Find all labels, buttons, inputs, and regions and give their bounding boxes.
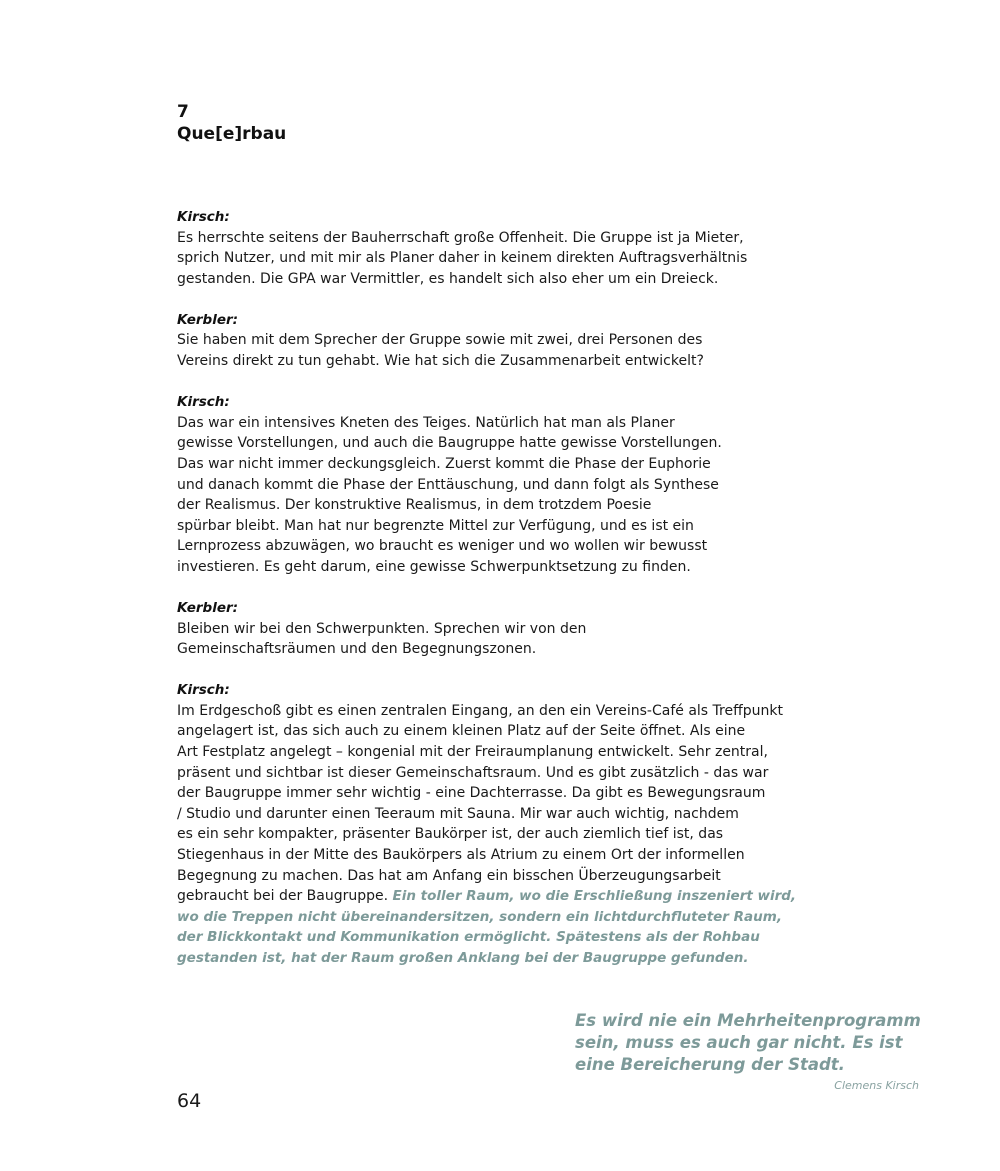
speaker-label: Kirsch: [177, 682, 230, 699]
chapter-heading [177, 101, 286, 145]
text-line: und danach kommt die Phase der Enttäuschung, und dann folgt als Synthese [177, 476, 719, 493]
speaker-label: Kerbler: [177, 311, 239, 328]
text-line: / Studio und darunter einen Teeraum mit Sauna. Mir war auch wichtig, nachdem [177, 805, 739, 822]
text-line: gewisse Vorstellungen, und auch die Baugruppe hatte gewisse Vorstellungen. [177, 435, 722, 452]
text-line: Das war ein intensives Kneten des Teiges. Natürlich hat man als Planer [177, 414, 675, 431]
text-line: angelagert ist, das sich auch zu einem kleinen Platz auf der Seite öffnet. Als eine [177, 723, 746, 740]
text-line: präsent und sichtbar ist dieser Gemeinschaftsraum. Und es gibt zusätzlich - das war [177, 764, 769, 781]
pull-quote-author: Clemens Kirsch [834, 1079, 919, 1092]
pull-quote-line: eine Bereicherung der Stadt. [575, 1055, 845, 1074]
text-line: es ein sehr kompakter, präsenter Baukörper ist, der auch ziemlich tief ist, das [177, 826, 724, 843]
speaker-label: Kirsch: [177, 209, 230, 225]
text-segment: gebraucht bei der Baugruppe. [177, 888, 389, 905]
pull-quote-line: Es wird nie ein Mehrheitenprogramm [575, 1011, 921, 1030]
dialogue-block [177, 310, 802, 372]
interview-text [177, 207, 802, 989]
dialogue-block [177, 207, 802, 289]
text-line: der Baugruppe immer sehr wichtig - eine Dachterrasse. Da gibt es Bewegungsraum [177, 785, 766, 802]
chapter-title: Que[e]rbau [177, 124, 287, 144]
dialogue-block [177, 680, 802, 968]
text-line: Art Festplatz angelegt – kongenial mit der Freiraumplanung entwickelt. Sehr zentral, [177, 744, 768, 761]
text-line: Das war nicht immer deckungsgleich. Zuerst kommt die Phase der Euphorie [177, 455, 711, 472]
page-number: 64 [177, 1090, 202, 1112]
dialogue-block [177, 392, 802, 577]
pull-quote-line: sein, muss es auch gar nicht. Es ist [575, 1033, 903, 1052]
text-line: investieren. Es geht darum, eine gewisse Schwerpunktsetzung zu finden. [177, 558, 691, 575]
dialogue-paragraph [177, 619, 802, 660]
text-line: Gemeinschaftsräumen und den Begegnungszonen. [177, 641, 537, 658]
highlighted-text: wo die Treppen nicht übereinandersitzen, sondern ein lichtdurchfluteter Raum, [177, 908, 782, 925]
highlighted-text: der Blickkontakt und Kommunikation ermöglicht. Spätestens als der Rohbau [177, 929, 760, 946]
dialogue-paragraph [177, 330, 802, 371]
text-line: der Realismus. Der konstruktive Realismus, in dem trotzdem Poesie [177, 497, 652, 514]
text-line: gestanden. Die GPA war Vermittler, es handelt sich also eher um ein Dreieck. [177, 270, 719, 287]
speaker-label: Kirsch: [177, 394, 230, 411]
chapter-number: 7 [177, 102, 189, 122]
text-line: Sie haben mit dem Sprecher der Gruppe sowie mit zwei, drei Personen des [177, 332, 703, 349]
text-line: Vereins direkt zu tun gehabt. Wie hat sich die Zusammenarbeit entwickelt? [177, 353, 704, 370]
pull-quote [575, 1010, 935, 1076]
text-line: spürbar bleibt. Man hat nur begrenzte Mittel zur Verfügung, und es ist ein [177, 517, 694, 534]
text-line: sprich Nutzer, und mit mir als Planer daher in keinem direkten Auftragsverhältnis [177, 250, 748, 267]
text-line: Stiegenhaus in der Mitte des Baukörpers als Atrium zu einem Ort der informellen [177, 847, 745, 864]
dialogue-paragraph [177, 228, 802, 290]
dialogue-paragraph [177, 413, 802, 578]
highlighted-text: gestanden ist, hat der Raum großen Anklang bei der Baugruppe gefunden. [177, 950, 749, 966]
speaker-label: Kerbler: [177, 600, 239, 616]
text-line: Im Erdgeschoß gibt es einen zentralen Eingang, an den ein Vereins-Café als Treffpunkt [177, 702, 783, 719]
text-line: Bleiben wir bei den Schwerpunkten. Sprechen wir von den [177, 620, 587, 637]
text-line: Es herrschte seitens der Bauherrschaft große Offenheit. Die Gruppe ist ja Mieter, [177, 229, 744, 246]
text-line-mixed [177, 886, 802, 907]
text-line: Lernprozess abzuwägen, wo braucht es weniger und wo wollen wir bewusst [177, 538, 708, 555]
highlighted-text: Ein toller Raum, wo die Erschließung inszeniert wird, [392, 888, 797, 905]
dialogue-paragraph [177, 701, 802, 969]
dialogue-block [177, 598, 802, 660]
text-line: Begegnung zu machen. Das hat am Anfang ein bisschen Überzeugungsarbeit [177, 867, 721, 884]
